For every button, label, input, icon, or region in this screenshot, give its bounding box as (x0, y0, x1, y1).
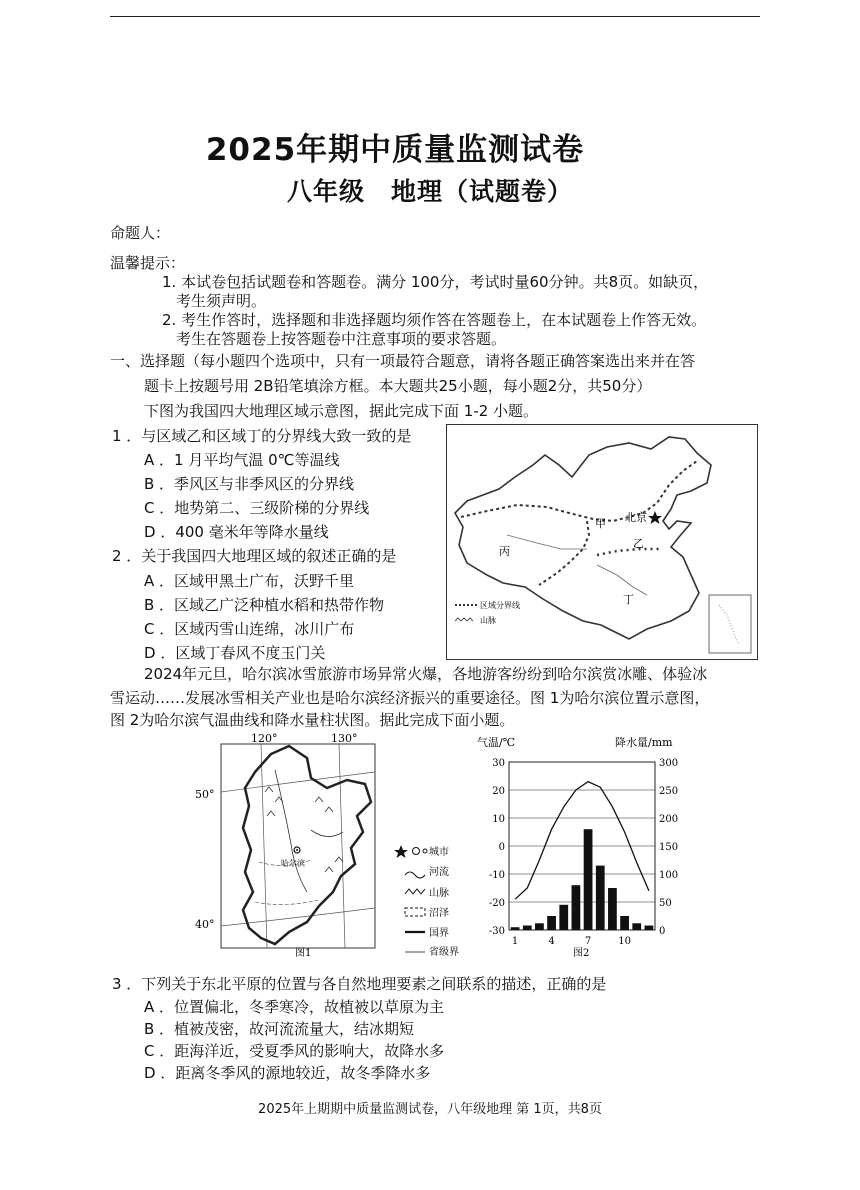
legend-city: 城市 (429, 847, 449, 858)
precip-bar (645, 926, 654, 930)
tips-heading: 温馨提示： (110, 254, 186, 272)
legend-boundary: 区域分界线 (480, 601, 520, 610)
q3-option-c: C ．距海洋近，受夏季风的影响大，故降水多 (144, 1042, 445, 1060)
precip-bar (572, 885, 581, 930)
region-ding: 丁 (623, 593, 634, 606)
tip-1-cont: 考生须声明。 (176, 292, 267, 310)
top-rule (110, 16, 760, 17)
question-1-stem: 1 ．与区域乙和区域丁的分界线大致一致的是 (112, 427, 412, 445)
city-star-icon (394, 845, 408, 858)
beijing-label: 北京 (625, 511, 647, 524)
precip-bar (596, 866, 605, 930)
q2-option-c: C ．区域丙雪山连绵，冰川广布 (144, 620, 355, 638)
section-heading: 一、选择题（每小题四个选项中，只有一项最符合题意，请将各题正确答案选出来并在答 (110, 352, 696, 370)
legend-mountain: 山脉 (480, 616, 496, 625)
precip-bar (620, 916, 629, 930)
section-intro: 下图为我国四大地理区域示意图，据此完成下面 1-2 小题。 (144, 402, 539, 420)
q2-option-b: B ．区域乙广泛种植水稻和热带作物 (144, 596, 385, 614)
figure-2-label: 图2 (573, 948, 590, 959)
left-tick-label: 0 (498, 842, 505, 853)
left-tick-label: -20 (488, 898, 505, 909)
china-regions-map (446, 424, 758, 660)
right-tick-label: 300 (659, 758, 679, 769)
figure-1-label: 图1 (295, 948, 312, 959)
q2-option-a: A ．区域甲黑土广布，沃野千里 (144, 572, 355, 590)
q3-option-a: A ．位置偏北，冬季寒冷，故植被以草原为主 (144, 998, 445, 1016)
internal-line (507, 535, 587, 549)
passage-line-2: 雪运动……发展冰雪相关产业也是哈尔滨经济振兴的重要途径。图 1为哈尔滨位置示意图， (110, 689, 710, 707)
region-boundary-line (461, 461, 697, 521)
right-tick-label: 0 (659, 926, 666, 937)
right-tick-label: 200 (659, 814, 679, 825)
region-yi: 乙 (633, 537, 644, 550)
lat-label-50: 50° (195, 788, 215, 801)
left-tick-label: -10 (488, 870, 505, 881)
region-boundary-line-2 (539, 521, 589, 585)
left-tick-label: 30 (492, 758, 505, 769)
question-3-stem: 3 ．下列关于东北平原的位置与各自然地理要素之间联系的描述，正确的是 (112, 975, 607, 993)
precip-bar (547, 916, 556, 930)
left-tick-label: -30 (488, 926, 505, 937)
mountain-legend-icon (405, 889, 425, 894)
right-axis-title: 降水量/mm (615, 736, 673, 749)
region-bing: 丙 (499, 545, 510, 558)
lat-label-40: 40° (195, 918, 215, 931)
right-tick-label: 250 (659, 786, 679, 797)
passage-line-1: 2024年元旦，哈尔滨冰雪旅游市场异常火爆，各地游客纷纷到哈尔滨赏冰雕、体验冰 (144, 665, 708, 683)
right-tick-label: 150 (659, 842, 679, 853)
legend-province-border: 省级界 (429, 947, 459, 958)
q1-option-a: A ．1 月平均气温 0℃等温线 (144, 451, 340, 469)
precip-bar (511, 927, 520, 930)
page-footer: 2025年上期期中质量监测试卷，八年级地理 第 1页，共8页 (258, 1102, 602, 1117)
tip-2-cont: 考生在答题卷上按答题卷中注意事项的要求答题。 (176, 330, 507, 348)
question-2-stem: 2 ．关于我国四大地理区域的叙述正确的是 (112, 547, 397, 565)
tip-1: 1. 本试卷包括试题卷和答题卷。满分 100分，考试时量60分钟。共8页。如缺页， (162, 273, 709, 291)
qinling-line (597, 549, 661, 555)
q1-option-c: C ．地势第二、三级阶梯的分界线 (144, 499, 370, 517)
author-line: 命题人： (110, 224, 171, 242)
precip-bar (584, 829, 593, 930)
legend-mountain-range: 山脉 (429, 888, 449, 899)
tip-2: 2. 考生作答时，选择题和非选择题均须作答在答题卷上，在本试题卷上作答无效。 (162, 311, 707, 329)
south-sea-inset (709, 595, 751, 653)
section-heading-cont: 题卡上按题号用 2B铅笔填涂方框。本大题共25小题，每小题2分，共50分） (144, 377, 652, 395)
exam-subtitle: 八年级 地理（试题卷） (286, 177, 573, 206)
swamp-legend-icon (405, 908, 425, 916)
passage-line-3: 图 2为哈尔滨气温曲线和降水量柱状图。据此完成下面小题。 (110, 711, 515, 729)
left-tick-label: 20 (492, 786, 505, 797)
mountain-legend-icon (455, 618, 473, 621)
legend-river: 河流 (429, 867, 449, 878)
q3-option-b: B ．植被茂密，故河流流量大，结冰期短 (144, 1020, 415, 1038)
right-tick-label: 100 (659, 870, 679, 881)
x-tick-label: 7 (584, 936, 592, 947)
q1-option-b: B ．季风区与非季风区的分界线 (144, 475, 355, 493)
lon-label-120: 120° (251, 732, 278, 745)
x-tick-label: 1 (511, 936, 519, 947)
precip-bar (523, 926, 532, 930)
precip-bar (535, 923, 544, 930)
harbin-label: 哈尔滨 (281, 859, 305, 868)
temperature-line (515, 782, 649, 900)
climate-chart-svg (475, 732, 690, 960)
x-tick-label: 4 (548, 936, 555, 947)
legend-national-border: 国界 (429, 928, 449, 939)
figure-1-harbin-map (195, 732, 459, 959)
legend-swamp: 沼泽 (429, 908, 449, 919)
left-axis-title: 气温/℃ (477, 736, 516, 749)
figure-2-climate-chart (475, 732, 690, 960)
q3-option-d: D ．距离冬季风的源地较近，故冬季降水多 (144, 1064, 431, 1082)
precip-bar (559, 905, 568, 930)
x-tick-label: 10 (618, 936, 631, 947)
lon-label-130: 130° (331, 732, 358, 745)
region-jia: 甲 (595, 517, 606, 530)
river-legend-icon (405, 872, 425, 878)
q1-option-d: D ．400 毫米年等降水量线 (144, 523, 329, 541)
internal-line-2 (597, 565, 647, 595)
q2-option-d: D ．区域丁春风不度玉门关 (144, 644, 326, 662)
left-tick-label: 10 (492, 814, 505, 825)
precip-bar (608, 888, 617, 930)
city-circle-icon (413, 848, 420, 855)
right-tick-label: 50 (659, 898, 672, 909)
beijing-star-icon (648, 511, 662, 524)
exam-title: 2025年期中质量监测试卷 (205, 132, 585, 168)
precip-bar (632, 923, 641, 930)
